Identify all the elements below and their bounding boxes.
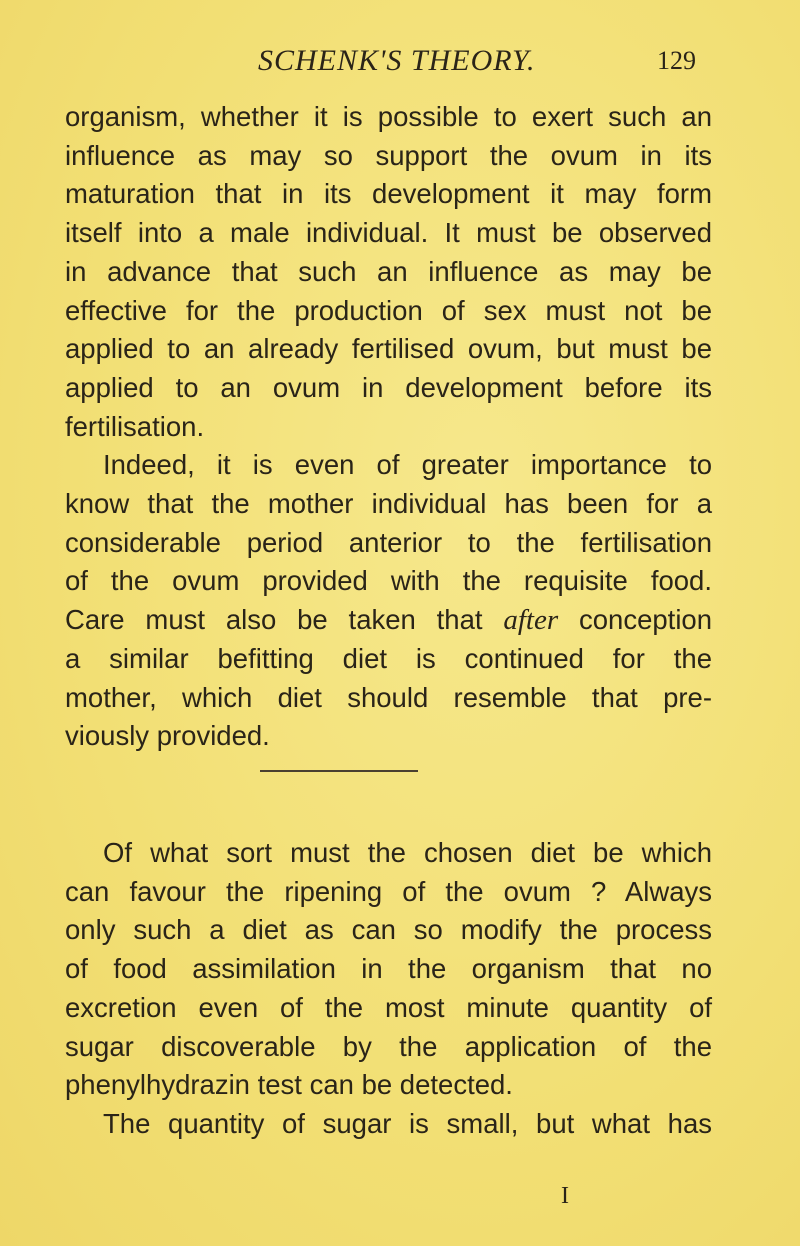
text-line: excretion even of the most minute quantity of xyxy=(65,991,712,1023)
paragraph xyxy=(65,446,712,756)
text-line: viously provided. xyxy=(65,720,270,752)
text-segment: conception xyxy=(579,604,713,636)
text-line: mother, which diet should resemble that pre- xyxy=(65,681,712,713)
lower-text-block xyxy=(65,834,712,1144)
text-line: in advance that such an influence as may be xyxy=(65,255,712,287)
text-line: only such a diet as can so modify the process xyxy=(65,914,712,946)
text-line: Of what sort must the chosen diet be which xyxy=(103,837,712,868)
text-line: Indeed, it is even of greater importance to xyxy=(103,449,712,481)
paragraph xyxy=(65,834,712,1105)
upper-text-block xyxy=(65,98,712,756)
text-line: The quantity of sugar is small, but what has xyxy=(103,1107,712,1139)
text-line: influence as may so support the ovum in its xyxy=(65,139,712,171)
text-line: a similar befitting diet is continued for the xyxy=(65,642,712,674)
text-line: fertilisation. xyxy=(65,410,205,442)
paragraph xyxy=(65,1105,712,1144)
running-head xyxy=(0,44,800,84)
text-line: considerable period anterior to the fertilisation xyxy=(65,526,712,558)
running-title: SCHENK'S THEORY. xyxy=(258,44,536,77)
text-line: maturation that in its development it may form xyxy=(65,178,712,210)
text-line: itself into a male individual. It must be observed xyxy=(65,217,712,249)
text-line: sugar discoverable by the application of the xyxy=(65,1030,712,1062)
text-line: organism, whether it is possible to exert such an xyxy=(65,101,712,132)
section-divider xyxy=(260,770,418,772)
page-number: 129 xyxy=(657,46,696,75)
text-line: applied to an ovum in development before its xyxy=(65,371,712,403)
text-line: phenylhydrazin test can be detected. xyxy=(65,1069,513,1101)
text-line-with-emphasis xyxy=(65,601,712,640)
text-line: of food assimilation in the organism that no xyxy=(65,953,712,985)
paragraph-continued xyxy=(65,98,712,446)
text-segment: Care must also be taken that xyxy=(65,604,483,636)
text-line: can favour the ripening of the ovum ? Always xyxy=(65,875,712,907)
text-line: know that the mother individual has been for a xyxy=(65,488,712,520)
emphasis-word: after xyxy=(503,604,559,637)
text-line: applied to an already fertilised ovum, but must be xyxy=(65,333,712,365)
text-line: effective for the production of sex must not be xyxy=(65,294,712,326)
signature-mark: I xyxy=(561,1183,569,1209)
text-line: of the ovum provided with the requisite food. xyxy=(65,565,712,597)
